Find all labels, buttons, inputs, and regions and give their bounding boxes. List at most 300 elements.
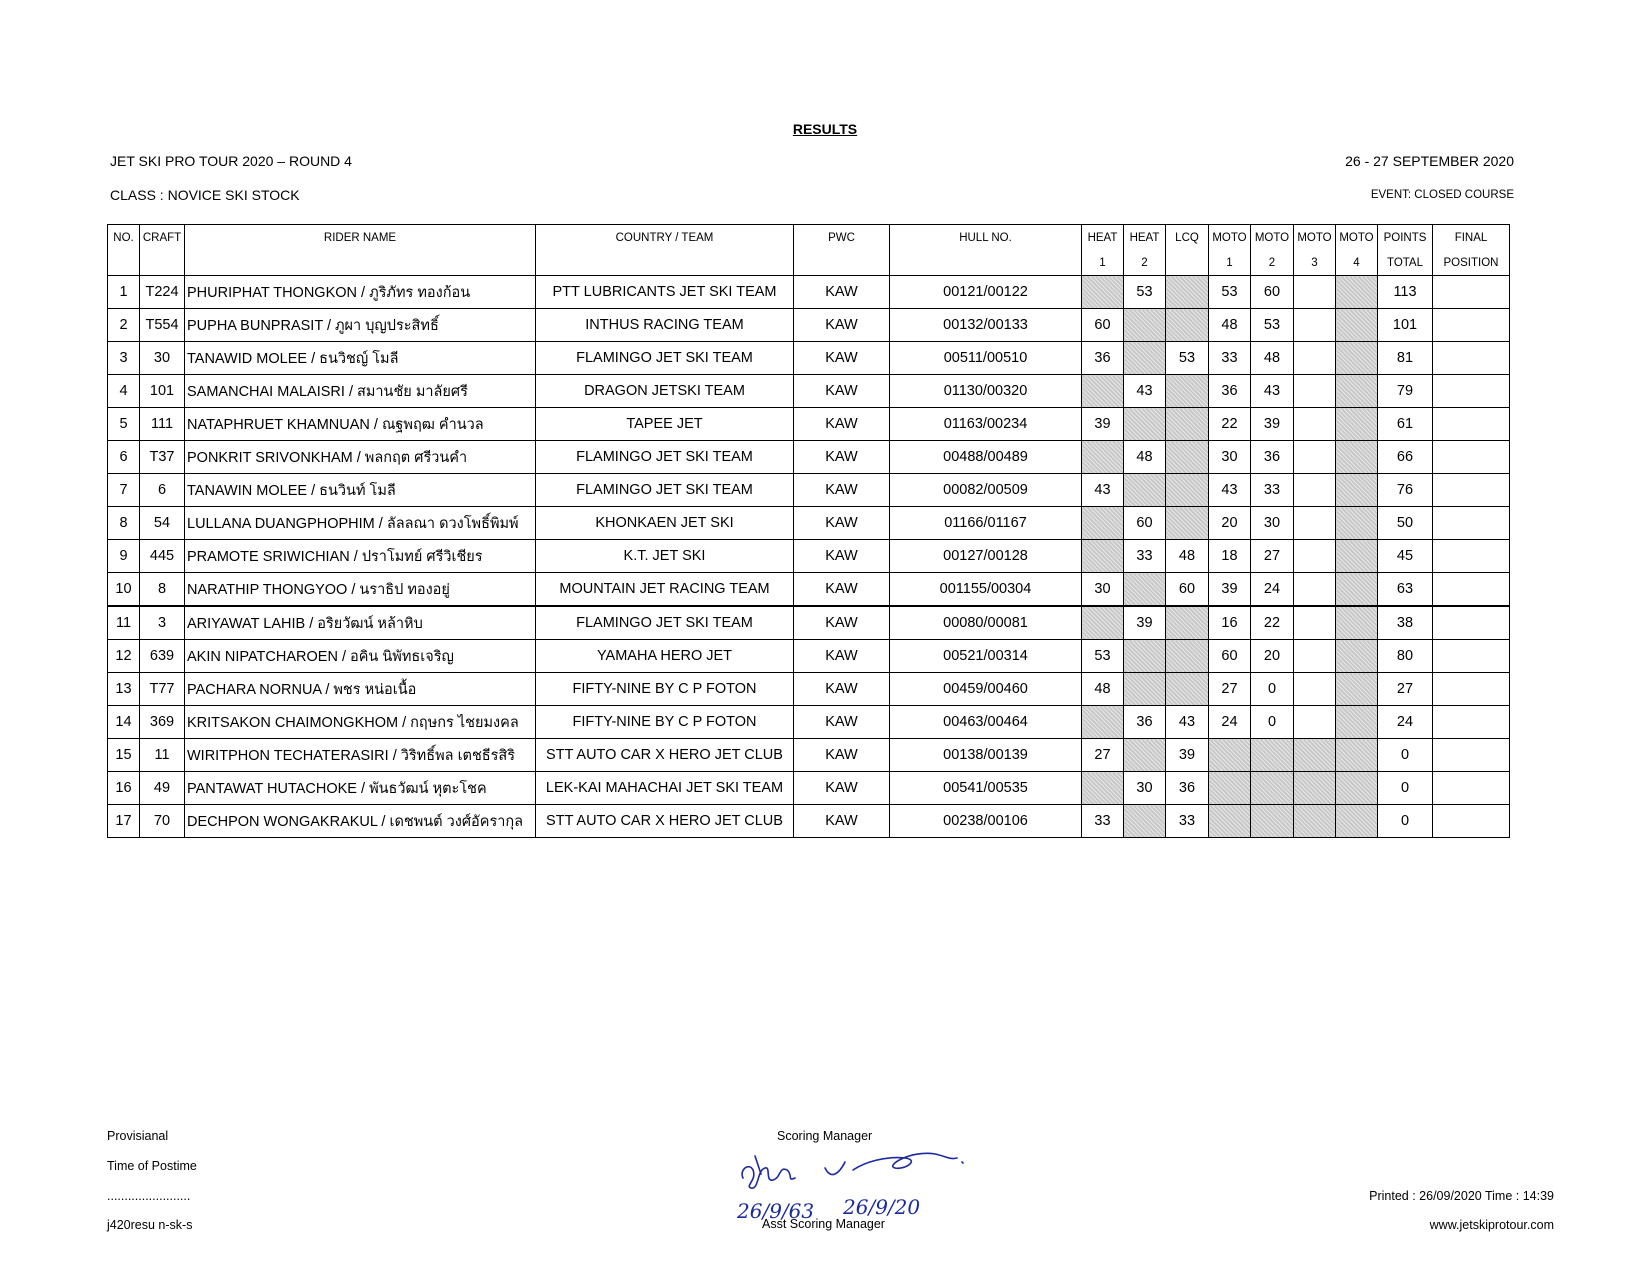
rider-number: 2 <box>108 309 140 342</box>
hull-number: 00127/00128 <box>890 540 1082 573</box>
table-row <box>108 573 1510 607</box>
team-name: INTHUS RACING TEAM <box>536 309 794 342</box>
heat1-points: 30 <box>1082 573 1124 607</box>
table-row <box>108 474 1510 507</box>
moto4-points <box>1336 673 1378 706</box>
points-total: 50 <box>1378 507 1433 540</box>
pwc-make: KAW <box>794 375 890 408</box>
heat2-points <box>1124 309 1166 342</box>
moto4-points <box>1336 739 1378 772</box>
craft-number: T224 <box>140 276 185 309</box>
team-name: YAMAHA HERO JET <box>536 640 794 673</box>
heat2-points: 48 <box>1124 441 1166 474</box>
moto1-points: 53 <box>1209 276 1251 309</box>
team-name: STT AUTO CAR X HERO JET CLUB <box>536 739 794 772</box>
moto4-points <box>1336 706 1378 739</box>
lcq-points <box>1166 441 1209 474</box>
col-subheader-country-team <box>536 250 794 276</box>
moto3-points <box>1294 441 1336 474</box>
signature-date-left: 26/9/63 <box>737 1199 815 1223</box>
craft-number: 49 <box>140 772 185 805</box>
pwc-make: KAW <box>794 706 890 739</box>
team-name: FLAMINGO JET SKI TEAM <box>536 606 794 640</box>
rider-number: 5 <box>108 408 140 441</box>
rider-number: 16 <box>108 772 140 805</box>
points-total: 0 <box>1378 772 1433 805</box>
points-total: 101 <box>1378 309 1433 342</box>
results-body <box>108 276 1510 838</box>
hull-number: 01163/00234 <box>890 408 1082 441</box>
col-header-final: FINAL <box>1433 225 1510 251</box>
craft-number: 445 <box>140 540 185 573</box>
heat1-points <box>1082 706 1124 739</box>
final-position <box>1433 706 1510 739</box>
rider-number: 10 <box>108 573 140 607</box>
pwc-make: KAW <box>794 474 890 507</box>
pwc-make: KAW <box>794 276 890 309</box>
heat2-points: 36 <box>1124 706 1166 739</box>
rider-name: LULLANA DUANGPHOPHIM / ลัลลณา ดวงโพธิ์พิมพ์ <box>185 507 536 540</box>
col-subheader-rider-name <box>185 250 536 276</box>
col-header-pwc: PWC <box>794 225 890 251</box>
heat2-points <box>1124 805 1166 838</box>
heat1-points <box>1082 375 1124 408</box>
moto4-points <box>1336 441 1378 474</box>
col-header-craft: CRAFT <box>140 225 185 251</box>
rider-name: NARATHIP THONGYOO / นราธิป ทองอยู่ <box>185 573 536 607</box>
moto3-points <box>1294 673 1336 706</box>
lcq-points <box>1166 640 1209 673</box>
col-subheader-lcq <box>1166 250 1209 276</box>
lcq-points <box>1166 375 1209 408</box>
moto3-points <box>1294 805 1336 838</box>
craft-number: T554 <box>140 309 185 342</box>
time-of-postime-label: Time of Postime <box>107 1159 197 1173</box>
col-header-moto1: MOTO <box>1209 225 1251 251</box>
pwc-make: KAW <box>794 606 890 640</box>
rider-number: 13 <box>108 673 140 706</box>
moto2-points: 20 <box>1251 640 1294 673</box>
moto3-points <box>1294 640 1336 673</box>
moto2-points: 39 <box>1251 408 1294 441</box>
final-position <box>1433 309 1510 342</box>
table-row <box>108 309 1510 342</box>
points-total: 61 <box>1378 408 1433 441</box>
table-row <box>108 706 1510 739</box>
moto1-points: 43 <box>1209 474 1251 507</box>
col-subheader-hull-no <box>890 250 1082 276</box>
team-name: STT AUTO CAR X HERO JET CLUB <box>536 805 794 838</box>
hull-number: 00132/00133 <box>890 309 1082 342</box>
printed-timestamp: Printed : 26/09/2020 Time : 14:39 <box>1369 1189 1554 1203</box>
craft-number: T77 <box>140 673 185 706</box>
moto2-points: 30 <box>1251 507 1294 540</box>
moto2-points: 27 <box>1251 540 1294 573</box>
pwc-make: KAW <box>794 309 890 342</box>
lcq-points: 48 <box>1166 540 1209 573</box>
heat2-points: 30 <box>1124 772 1166 805</box>
final-position <box>1433 408 1510 441</box>
pwc-make: KAW <box>794 540 890 573</box>
craft-number: 111 <box>140 408 185 441</box>
moto2-points <box>1251 772 1294 805</box>
heat2-points <box>1124 474 1166 507</box>
moto4-points <box>1336 606 1378 640</box>
moto2-points: 60 <box>1251 276 1294 309</box>
rider-name: SAMANCHAI MALAISRI / สมานชัย มาลัยศรี <box>185 375 536 408</box>
team-name: TAPEE JET <box>536 408 794 441</box>
team-name: FLAMINGO JET SKI TEAM <box>536 342 794 375</box>
points-total: 113 <box>1378 276 1433 309</box>
heat2-points: 60 <box>1124 507 1166 540</box>
rider-name: NATAPHRUET KHAMNUAN / ณฐพฤฒ คำนวล <box>185 408 536 441</box>
moto4-points <box>1336 375 1378 408</box>
hull-number: 00459/00460 <box>890 673 1082 706</box>
hull-number: 00511/00510 <box>890 342 1082 375</box>
moto1-points: 16 <box>1209 606 1251 640</box>
hull-number: 00238/00106 <box>890 805 1082 838</box>
moto4-points <box>1336 507 1378 540</box>
lcq-points <box>1166 606 1209 640</box>
rider-number: 3 <box>108 342 140 375</box>
moto1-points: 39 <box>1209 573 1251 607</box>
table-row <box>108 640 1510 673</box>
col-header-moto2: MOTO <box>1251 225 1294 251</box>
rider-number: 8 <box>108 507 140 540</box>
moto1-points: 22 <box>1209 408 1251 441</box>
provisional-label: Provisianal <box>107 1129 169 1143</box>
rider-name: DECHPON WONGAKRAKUL / เดชพนต์ วงศ์อัครากุล <box>185 805 536 838</box>
page-title: RESULTS <box>792 121 858 137</box>
pwc-make: KAW <box>794 441 890 474</box>
rider-name: KRITSAKON CHAIMONGKHOM / กฤษกร ไชยมงคล <box>185 706 536 739</box>
rider-name: PUPHA BUNPRASIT / ภูผา บุญประสิทธิ์ <box>185 309 536 342</box>
moto2-points <box>1251 739 1294 772</box>
heat1-points <box>1082 507 1124 540</box>
hull-number: 00080/00081 <box>890 606 1082 640</box>
moto1-points: 30 <box>1209 441 1251 474</box>
final-position <box>1433 640 1510 673</box>
moto3-points <box>1294 772 1336 805</box>
results-table <box>107 224 1510 838</box>
pwc-make: KAW <box>794 408 890 441</box>
signature-date-right: 26/9/20 <box>843 1195 921 1219</box>
final-position <box>1433 805 1510 838</box>
lcq-points: 39 <box>1166 739 1209 772</box>
heat1-points: 33 <box>1082 805 1124 838</box>
final-position <box>1433 673 1510 706</box>
col-subheader-pwc <box>794 250 890 276</box>
rider-number: 12 <box>108 640 140 673</box>
heat1-points: 60 <box>1082 309 1124 342</box>
rider-number: 15 <box>108 739 140 772</box>
rider-name: PRAMOTE SRIWICHIAN / ปราโมทย์ ศรีวิเชียร <box>185 540 536 573</box>
moto3-points <box>1294 474 1336 507</box>
points-total: 63 <box>1378 573 1433 607</box>
final-position <box>1433 375 1510 408</box>
heat2-points <box>1124 342 1166 375</box>
heat2-points <box>1124 739 1166 772</box>
col-subheader-final: POSITION <box>1433 250 1510 276</box>
final-position <box>1433 573 1510 607</box>
team-name: FLAMINGO JET SKI TEAM <box>536 441 794 474</box>
moto4-points <box>1336 540 1378 573</box>
table-row <box>108 673 1510 706</box>
hull-number: 00463/00464 <box>890 706 1082 739</box>
rider-number: 7 <box>108 474 140 507</box>
rider-number: 17 <box>108 805 140 838</box>
signature-scribble <box>735 1140 975 1230</box>
table-row <box>108 441 1510 474</box>
col-header-country-team: COUNTRY / TEAM <box>536 225 794 251</box>
craft-number: T37 <box>140 441 185 474</box>
heat2-points: 39 <box>1124 606 1166 640</box>
final-position <box>1433 507 1510 540</box>
moto3-points <box>1294 507 1336 540</box>
col-header-moto4: MOTO <box>1336 225 1378 251</box>
pwc-make: KAW <box>794 507 890 540</box>
points-total: 79 <box>1378 375 1433 408</box>
rider-name: PANTAWAT HUTACHOKE / พันธวัฒน์ หุตะโชค <box>185 772 536 805</box>
final-position <box>1433 342 1510 375</box>
points-total: 80 <box>1378 640 1433 673</box>
craft-number: 30 <box>140 342 185 375</box>
final-position <box>1433 606 1510 640</box>
moto3-points <box>1294 276 1336 309</box>
rider-name: WIRITPHON TECHATERASIRI / วิริทธิ์พล เตชธีรสิริ <box>185 739 536 772</box>
pwc-make: KAW <box>794 573 890 607</box>
rider-name: AKIN NIPATCHAROEN / อคิน นิพัทธเจริญ <box>185 640 536 673</box>
heat1-points: 39 <box>1082 408 1124 441</box>
col-header-points: POINTS <box>1378 225 1433 251</box>
hull-number: 00138/00139 <box>890 739 1082 772</box>
rider-name: PHURIPHAT THONGKON / ภูริภัทร ทองก้อน <box>185 276 536 309</box>
report-code: j420resu n-sk-s <box>107 1218 193 1232</box>
team-name: DRAGON JETSKI TEAM <box>536 375 794 408</box>
final-position <box>1433 441 1510 474</box>
moto1-points: 27 <box>1209 673 1251 706</box>
heat1-points <box>1082 772 1124 805</box>
hull-number: 00488/00489 <box>890 441 1082 474</box>
moto2-points: 53 <box>1251 309 1294 342</box>
points-total: 38 <box>1378 606 1433 640</box>
col-subheader-no <box>108 250 140 276</box>
hull-number: 00082/00509 <box>890 474 1082 507</box>
col-header-hull-no: HULL NO. <box>890 225 1082 251</box>
moto2-points: 22 <box>1251 606 1294 640</box>
col-header-heat1: HEAT <box>1082 225 1124 251</box>
col-subheader-moto2: 2 <box>1251 250 1294 276</box>
moto1-points: 20 <box>1209 507 1251 540</box>
heat1-points: 27 <box>1082 739 1124 772</box>
event-name: JET SKI PRO TOUR 2020 – ROUND 4 <box>110 153 352 169</box>
heat1-points: 48 <box>1082 673 1124 706</box>
final-position <box>1433 739 1510 772</box>
lcq-points: 36 <box>1166 772 1209 805</box>
table-row <box>108 408 1510 441</box>
points-total: 81 <box>1378 342 1433 375</box>
table-row <box>108 375 1510 408</box>
table-row <box>108 540 1510 573</box>
pwc-make: KAW <box>794 805 890 838</box>
moto4-points <box>1336 474 1378 507</box>
hull-number: 001155/00304 <box>890 573 1082 607</box>
moto3-points <box>1294 540 1336 573</box>
lcq-points: 43 <box>1166 706 1209 739</box>
heat2-points: 33 <box>1124 540 1166 573</box>
craft-number: 6 <box>140 474 185 507</box>
points-total: 66 <box>1378 441 1433 474</box>
moto2-points: 0 <box>1251 673 1294 706</box>
moto2-points <box>1251 805 1294 838</box>
col-header-lcq: LCQ <box>1166 225 1209 251</box>
pwc-make: KAW <box>794 772 890 805</box>
rider-number: 14 <box>108 706 140 739</box>
moto3-points <box>1294 739 1336 772</box>
col-subheader-heat2: 2 <box>1124 250 1166 276</box>
lcq-points: 33 <box>1166 805 1209 838</box>
pwc-make: KAW <box>794 640 890 673</box>
moto2-points: 0 <box>1251 706 1294 739</box>
pwc-make: KAW <box>794 673 890 706</box>
points-total: 0 <box>1378 805 1433 838</box>
craft-number: 11 <box>140 739 185 772</box>
heat1-points <box>1082 441 1124 474</box>
table-row <box>108 805 1510 838</box>
hull-number: 00521/00314 <box>890 640 1082 673</box>
table-row <box>108 772 1510 805</box>
moto3-points <box>1294 706 1336 739</box>
moto1-points: 60 <box>1209 640 1251 673</box>
hull-number: 01130/00320 <box>890 375 1082 408</box>
col-subheader-craft <box>140 250 185 276</box>
rider-number: 9 <box>108 540 140 573</box>
col-header-heat2: HEAT <box>1124 225 1166 251</box>
scoring-manager-label: Scoring Manager <box>777 1129 873 1143</box>
heat1-points <box>1082 540 1124 573</box>
rider-name: PACHARA NORNUA / พชร หน่อเนื้อ <box>185 673 536 706</box>
final-position <box>1433 772 1510 805</box>
points-total: 27 <box>1378 673 1433 706</box>
craft-number: 54 <box>140 507 185 540</box>
table-row <box>108 342 1510 375</box>
moto2-points: 48 <box>1251 342 1294 375</box>
rider-name: PONKRIT SRIVONKHAM / พลกฤต ศรีวนคำ <box>185 441 536 474</box>
points-total: 24 <box>1378 706 1433 739</box>
heat1-points <box>1082 606 1124 640</box>
moto2-points: 36 <box>1251 441 1294 474</box>
team-name: KHONKAEN JET SKI <box>536 507 794 540</box>
lcq-points <box>1166 507 1209 540</box>
moto1-points <box>1209 739 1251 772</box>
moto4-points <box>1336 772 1378 805</box>
moto3-points <box>1294 606 1336 640</box>
rider-name: TANAWID MOLEE / ธนวิชญ์ โมลี <box>185 342 536 375</box>
hull-number: 00121/00122 <box>890 276 1082 309</box>
asst-scoring-manager-label: Asst Scoring Manager <box>762 1217 885 1231</box>
points-total: 0 <box>1378 739 1433 772</box>
moto2-points: 43 <box>1251 375 1294 408</box>
heat2-points: 53 <box>1124 276 1166 309</box>
moto3-points <box>1294 375 1336 408</box>
heat1-points: 36 <box>1082 342 1124 375</box>
table-row <box>108 507 1510 540</box>
lcq-points: 60 <box>1166 573 1209 607</box>
lcq-points <box>1166 673 1209 706</box>
heat1-points: 53 <box>1082 640 1124 673</box>
heat1-points: 43 <box>1082 474 1124 507</box>
website-url: www.jetskiprotour.com <box>1429 1218 1554 1232</box>
rider-number: 4 <box>108 375 140 408</box>
heat2-points <box>1124 408 1166 441</box>
heat1-points <box>1082 276 1124 309</box>
moto3-points <box>1294 408 1336 441</box>
col-subheader-heat1: 1 <box>1082 250 1124 276</box>
postime-blank: ........................ <box>107 1189 191 1203</box>
final-position <box>1433 276 1510 309</box>
rider-name: ARIYAWAT LAHIB / อริยวัฒน์ หล้าหิบ <box>185 606 536 640</box>
moto1-points <box>1209 805 1251 838</box>
heat2-points <box>1124 673 1166 706</box>
hull-number: 01166/01167 <box>890 507 1082 540</box>
table-row <box>108 739 1510 772</box>
final-position <box>1433 540 1510 573</box>
moto4-points <box>1336 342 1378 375</box>
rider-number: 1 <box>108 276 140 309</box>
moto3-points <box>1294 309 1336 342</box>
table-row <box>108 606 1510 640</box>
team-name: FIFTY-NINE BY C P FOTON <box>536 673 794 706</box>
moto1-points: 48 <box>1209 309 1251 342</box>
lcq-points: 53 <box>1166 342 1209 375</box>
hull-number: 00541/00535 <box>890 772 1082 805</box>
table-row <box>108 276 1510 309</box>
points-total: 76 <box>1378 474 1433 507</box>
pwc-make: KAW <box>794 739 890 772</box>
moto1-points <box>1209 772 1251 805</box>
moto2-points: 24 <box>1251 573 1294 607</box>
moto1-points: 36 <box>1209 375 1251 408</box>
col-subheader-moto1: 1 <box>1209 250 1251 276</box>
craft-number: 70 <box>140 805 185 838</box>
craft-number: 101 <box>140 375 185 408</box>
craft-number: 3 <box>140 606 185 640</box>
moto2-points: 33 <box>1251 474 1294 507</box>
rider-number: 6 <box>108 441 140 474</box>
event-type: EVENT: CLOSED COURSE <box>1370 189 1514 201</box>
lcq-points <box>1166 408 1209 441</box>
pwc-make: KAW <box>794 342 890 375</box>
moto3-points <box>1294 573 1336 607</box>
craft-number: 8 <box>140 573 185 607</box>
col-header-moto3: MOTO <box>1294 225 1336 251</box>
col-header-no: NO. <box>108 225 140 251</box>
heat2-points <box>1124 640 1166 673</box>
moto4-points <box>1336 573 1378 607</box>
team-name: K.T. JET SKI <box>536 540 794 573</box>
team-name: FLAMINGO JET SKI TEAM <box>536 474 794 507</box>
rider-number: 11 <box>108 606 140 640</box>
team-name: MOUNTAIN JET RACING TEAM <box>536 573 794 607</box>
col-subheader-points: TOTAL <box>1378 250 1433 276</box>
team-name: LEK-KAI MAHACHAI JET SKI TEAM <box>536 772 794 805</box>
heat2-points: 43 <box>1124 375 1166 408</box>
final-position <box>1433 474 1510 507</box>
col-header-rider-name: RIDER NAME <box>185 225 536 251</box>
team-name: PTT LUBRICANTS JET SKI TEAM <box>536 276 794 309</box>
moto4-points <box>1336 309 1378 342</box>
team-name: FIFTY-NINE BY C P FOTON <box>536 706 794 739</box>
